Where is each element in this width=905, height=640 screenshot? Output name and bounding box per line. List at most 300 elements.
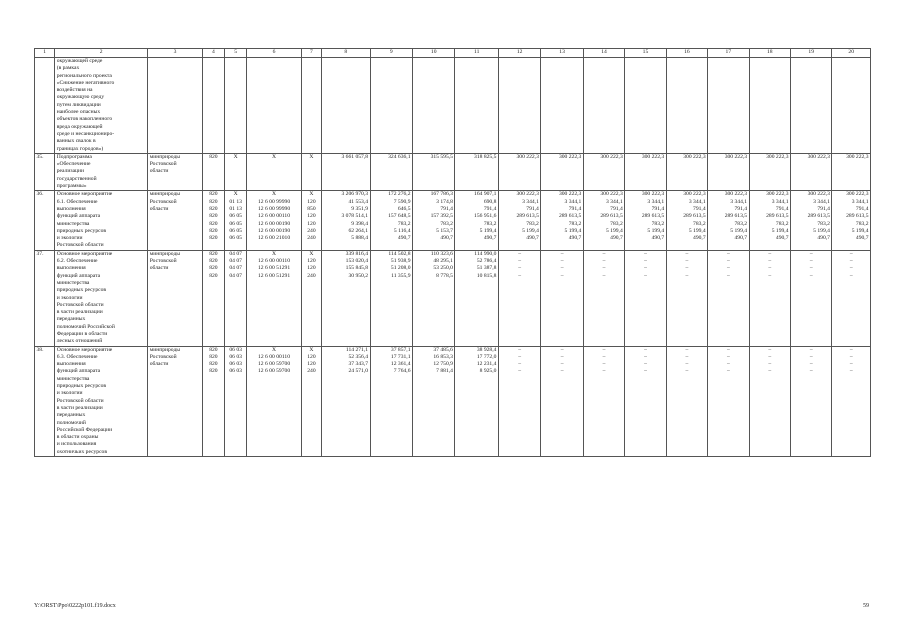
value-cell xyxy=(225,191,247,250)
value-cell xyxy=(322,153,371,190)
value: 06 03 xyxy=(229,353,242,360)
name-line: переданных xyxy=(56,316,86,323)
value-cell xyxy=(322,191,371,250)
empty-cell xyxy=(148,58,203,154)
value: Х xyxy=(272,346,277,353)
value: 120 xyxy=(307,361,316,368)
value: 300 222,3 xyxy=(516,153,539,160)
value-cell xyxy=(498,153,540,190)
empty-cell xyxy=(583,58,624,154)
name-line: 6.2. Обеспечение xyxy=(56,258,98,265)
empty-cell xyxy=(666,58,707,154)
value: 289 613,5 xyxy=(683,213,706,220)
value-cell xyxy=(791,250,832,346)
value: 783,2 xyxy=(440,220,453,227)
value: – xyxy=(602,272,606,279)
value: – xyxy=(726,346,730,353)
value-cell xyxy=(832,191,871,250)
value: 300 222,3 xyxy=(724,153,748,160)
value: 820 xyxy=(209,250,218,257)
value-cell xyxy=(455,346,498,456)
value: 06 03 xyxy=(229,361,242,368)
value: 24 571,0 xyxy=(348,368,369,375)
name-line: министерства xyxy=(56,220,90,227)
name-line: функций аппарата xyxy=(56,272,101,279)
executor-line: минприроды xyxy=(149,153,181,160)
value: 3 344,1 xyxy=(647,198,665,205)
value: 17 731,1 xyxy=(390,353,411,360)
value: – xyxy=(560,272,564,279)
value: 791,4 xyxy=(775,205,789,212)
value: – xyxy=(726,258,730,265)
executor-line: Ростовской xyxy=(149,198,177,205)
executor-cell xyxy=(148,250,203,346)
value: 791,4 xyxy=(651,205,665,212)
value-cell xyxy=(832,346,871,456)
row-name-cell xyxy=(55,58,148,154)
value: 289 613,5 xyxy=(807,213,830,220)
value: Х xyxy=(272,153,277,160)
value: 783,2 xyxy=(397,220,411,227)
name-line: и экологии xyxy=(56,235,83,242)
value: 52 786,4 xyxy=(476,258,497,265)
value: 289 613,5 xyxy=(641,213,665,220)
value: 3 344,1 xyxy=(851,198,869,205)
value: 240 xyxy=(307,368,316,375)
value: 11 355,9 xyxy=(391,272,411,279)
value: 300 222,3 xyxy=(683,191,706,198)
executor-line: минприроды xyxy=(149,250,181,257)
header-row xyxy=(35,49,871,58)
value: 164 907,1 xyxy=(474,191,497,198)
value: 16 853,3 xyxy=(433,353,453,360)
table-row xyxy=(35,191,871,250)
value: 300 222,3 xyxy=(600,153,623,160)
value-cell xyxy=(666,346,707,456)
value: – xyxy=(560,368,564,375)
executor-line: области xyxy=(149,361,169,368)
value-cell xyxy=(583,191,624,250)
name-line: лесных отношений xyxy=(56,338,103,345)
empty-cell xyxy=(322,58,371,154)
value-cell xyxy=(202,250,224,346)
value-cell xyxy=(541,191,583,250)
value: 10 815,8 xyxy=(476,272,497,279)
value: – xyxy=(768,353,772,360)
value-cell xyxy=(749,191,790,250)
value: – xyxy=(518,258,522,265)
value: – xyxy=(644,368,647,375)
value: – xyxy=(518,250,522,257)
value: – xyxy=(685,361,689,368)
value: 820 xyxy=(209,368,218,375)
value: 06 05 xyxy=(229,227,242,234)
value: 240 xyxy=(307,227,316,234)
name-line: программы» xyxy=(56,183,87,190)
value-cell xyxy=(541,346,583,456)
executor-line: области xyxy=(149,265,169,272)
value: – xyxy=(768,361,772,368)
value-cell xyxy=(625,346,666,456)
value: Х xyxy=(309,250,314,257)
value: – xyxy=(768,258,772,265)
value: – xyxy=(809,265,813,272)
value: – xyxy=(644,361,647,368)
value-cell xyxy=(625,153,666,190)
empty-cell xyxy=(455,58,498,154)
value: 300 222,3 xyxy=(724,191,748,198)
row-number-cell xyxy=(35,191,55,250)
value: 12 231,4 xyxy=(476,361,497,368)
table-row-continuation xyxy=(35,58,871,154)
value: – xyxy=(518,265,522,272)
value-cell xyxy=(202,153,224,190)
value: 820 xyxy=(209,346,218,353)
executor-line: Ростовской xyxy=(149,161,177,168)
value: – xyxy=(849,258,853,265)
value: – xyxy=(726,272,730,279)
name-line: выполнения xyxy=(56,265,86,272)
value: 12 6 00 00110 xyxy=(258,353,291,360)
value: 783,2 xyxy=(483,220,497,227)
value: 820 xyxy=(209,353,218,360)
name-line: Федерации в области xyxy=(56,330,108,337)
value: 820 xyxy=(209,198,218,205)
value: 120 xyxy=(307,265,316,272)
value: – xyxy=(849,361,853,368)
value: – xyxy=(768,272,772,279)
value: – xyxy=(602,361,606,368)
value-cell xyxy=(322,346,371,456)
value: 12 6 00 00190 xyxy=(257,227,291,234)
value: Х xyxy=(272,250,277,257)
value: – xyxy=(602,353,606,360)
value-cell xyxy=(832,153,871,190)
value-cell xyxy=(413,191,455,250)
value: – xyxy=(726,265,730,272)
value-cell xyxy=(370,153,412,190)
value: 120 xyxy=(307,198,316,205)
name-line: границах городов») xyxy=(56,145,104,152)
column-number-header: 14 xyxy=(583,49,624,58)
row-number-cell xyxy=(35,346,55,456)
value-cell xyxy=(370,191,412,250)
value: 3 344,1 xyxy=(605,198,623,205)
value-cell xyxy=(301,191,321,250)
value: 12 6 00 00190 xyxy=(257,220,291,227)
value: 172 276,2 xyxy=(388,191,411,198)
value: 114 502,8 xyxy=(388,250,411,257)
value: 315 595,5 xyxy=(430,153,453,160)
executor-line: Ростовской xyxy=(149,258,177,265)
column-number-header: 20 xyxy=(832,49,871,58)
value: – xyxy=(602,265,606,272)
name-line: Ростовской области xyxy=(56,301,104,308)
column-number-header: 13 xyxy=(541,49,583,58)
value: 157 392,5 xyxy=(430,213,453,220)
value: 38 928,4 xyxy=(476,346,497,353)
name-line: государственной xyxy=(56,175,97,182)
value: 51 938,9 xyxy=(390,258,411,265)
name-line: (в рамках xyxy=(56,65,80,72)
value-cell xyxy=(202,346,224,456)
value: 3 078 514,1 xyxy=(341,213,369,220)
value: 12 6 00 99990 xyxy=(257,205,291,212)
name-line: выполнения xyxy=(56,361,86,368)
value: 300 222,3 xyxy=(766,153,789,160)
value: 820 xyxy=(209,265,218,272)
column-number-header: 8 xyxy=(322,49,371,58)
value: 114 990,0 xyxy=(474,250,497,257)
value-cell xyxy=(498,191,540,250)
name-line: окружающей среде xyxy=(56,58,103,64)
value: 7 590,9 xyxy=(393,198,411,205)
value: 120 xyxy=(307,220,316,227)
name-line: полномочий xyxy=(56,419,86,426)
column-number-header: 15 xyxy=(625,49,666,58)
name-line: функций аппарата xyxy=(56,368,101,375)
value: 783,2 xyxy=(775,220,789,227)
value-cell xyxy=(749,153,790,190)
value: 289 613,5 xyxy=(558,213,582,220)
value: 3 344,1 xyxy=(730,198,748,205)
value: 5 199,4 xyxy=(771,227,789,234)
value: Х xyxy=(272,191,277,198)
value: – xyxy=(726,353,730,360)
value: 791,4 xyxy=(693,205,706,212)
name-line: Ростовской области xyxy=(56,397,104,404)
value: Х xyxy=(309,346,314,353)
value: – xyxy=(518,353,522,360)
name-line: и экологии xyxy=(56,294,83,301)
value-cell xyxy=(301,250,321,346)
name-line: функций аппарата xyxy=(56,213,101,220)
value: 12 6 00 51291 xyxy=(257,265,291,272)
row-number: 37. xyxy=(36,250,44,257)
name-line: Основное мероприятие xyxy=(56,191,113,198)
value: 490,7 xyxy=(734,235,748,242)
executor-line: области xyxy=(149,168,169,175)
value-cell xyxy=(498,346,540,456)
value: 490,7 xyxy=(693,235,706,242)
value: – xyxy=(560,258,564,265)
empty-cell xyxy=(832,58,871,154)
value: 157 648,5 xyxy=(388,213,411,220)
value: 300 222,3 xyxy=(766,191,789,198)
name-line: 6.3. Обеспечение xyxy=(56,353,98,360)
value: 289 613,5 xyxy=(766,213,789,220)
value: 5 199,4 xyxy=(564,227,582,234)
column-number-header: 12 xyxy=(498,49,540,58)
value: 783,2 xyxy=(610,220,623,227)
value: 820 xyxy=(209,191,218,198)
value: 791,4 xyxy=(855,205,869,212)
value: 37 343,7 xyxy=(348,361,369,368)
value: – xyxy=(726,250,730,257)
value-cell xyxy=(541,250,583,346)
value: 490,7 xyxy=(440,235,453,242)
value-cell xyxy=(413,250,455,346)
value: 318 825,5 xyxy=(474,153,497,160)
value: 3 344,1 xyxy=(813,198,830,205)
value-cell xyxy=(370,346,412,456)
name-line: в части реализации xyxy=(56,309,103,316)
value: – xyxy=(849,346,853,353)
empty-cell xyxy=(541,58,583,154)
name-line: регионального проекта xyxy=(56,72,112,79)
value: – xyxy=(602,258,606,265)
value: 12 750,9 xyxy=(433,361,453,368)
value-cell xyxy=(225,153,247,190)
value: 490,7 xyxy=(397,235,411,242)
name-line: полномочий Российской xyxy=(56,323,115,330)
value: – xyxy=(602,250,606,257)
value: 783,2 xyxy=(526,220,539,227)
value: 17 772,0 xyxy=(476,353,497,360)
empty-cell xyxy=(413,58,455,154)
value: 12 361,4 xyxy=(390,361,411,368)
value: 41 553,4 xyxy=(348,198,369,205)
value: 5 199,4 xyxy=(813,227,830,234)
executor-line: минприроды xyxy=(149,346,181,353)
value: 300 222,3 xyxy=(558,153,582,160)
value: 7 881,4 xyxy=(436,368,453,375)
value: – xyxy=(768,250,772,257)
value: 3 661 057,8 xyxy=(341,153,369,160)
name-line: переданных xyxy=(56,412,86,419)
name-line: в части реализации xyxy=(56,404,103,411)
value: – xyxy=(518,346,522,353)
column-number-header: 17 xyxy=(708,49,749,58)
empty-cell xyxy=(202,58,224,154)
empty-cell xyxy=(498,58,540,154)
value: 690,8 xyxy=(483,198,497,205)
row-name-cell xyxy=(55,346,148,456)
row-number: 35. xyxy=(36,153,44,160)
value: 300 222,3 xyxy=(683,153,706,160)
value: 5 199,4 xyxy=(605,227,623,234)
value: 110 323,6 xyxy=(430,250,453,257)
value: 12 6 00 51291 xyxy=(257,272,291,279)
value-cell xyxy=(666,250,707,346)
column-number-header: 1 xyxy=(35,49,55,58)
value: 3 174,8 xyxy=(436,198,453,205)
value: – xyxy=(560,346,564,353)
value: 62 264,1 xyxy=(348,227,369,234)
value: 120 xyxy=(307,353,316,360)
value: 53 250,0 xyxy=(433,265,453,272)
row-number: 36. xyxy=(36,191,44,198)
table-row xyxy=(35,250,871,346)
value: 06 03 xyxy=(229,346,242,353)
value-cell xyxy=(413,153,455,190)
value: 06 05 xyxy=(229,213,242,220)
value-cell xyxy=(708,191,749,250)
value: 3 206 970,3 xyxy=(341,191,369,198)
value: 289 613,5 xyxy=(846,213,869,220)
value: 167 786,3 xyxy=(430,191,453,198)
value-cell xyxy=(247,153,302,190)
budget-table xyxy=(34,48,871,457)
value-cell xyxy=(749,250,790,346)
value: – xyxy=(644,258,647,265)
value: 820 xyxy=(209,153,218,160)
row-number-cell xyxy=(35,153,55,190)
empty-cell xyxy=(708,58,749,154)
value: 791,4 xyxy=(526,205,539,212)
value: 37 485,6 xyxy=(433,346,453,353)
value: – xyxy=(518,368,522,375)
value-cell xyxy=(583,153,624,190)
value: 12 6 00 21010 xyxy=(257,235,291,242)
name-line: Основное мероприятие xyxy=(56,346,113,353)
value: – xyxy=(518,272,522,279)
name-line: окружающую среду xyxy=(56,94,105,101)
value: 820 xyxy=(209,227,218,234)
value-cell xyxy=(370,250,412,346)
name-line: природных ресурсов xyxy=(56,287,107,294)
value-cell xyxy=(625,250,666,346)
value-cell xyxy=(583,250,624,346)
value: – xyxy=(560,353,564,360)
row-number: 38. xyxy=(36,346,44,353)
name-line: в области охраны xyxy=(56,434,99,441)
value: – xyxy=(849,265,853,272)
value: 3 344,1 xyxy=(564,198,582,205)
value: 300 222,3 xyxy=(641,153,665,160)
value: – xyxy=(685,272,689,279)
value: 8 778,5 xyxy=(436,272,453,279)
value: 783,2 xyxy=(734,220,748,227)
value: 240 xyxy=(307,272,316,279)
page-number: 59 xyxy=(863,603,869,609)
value: 300 222,3 xyxy=(846,153,869,160)
value: 30 950,2 xyxy=(348,272,369,279)
value-cell xyxy=(322,250,371,346)
value: 01 13 xyxy=(229,205,242,212)
value: – xyxy=(644,353,647,360)
value-cell xyxy=(301,153,321,190)
value-cell xyxy=(625,191,666,250)
value: – xyxy=(809,258,813,265)
value: – xyxy=(809,272,813,279)
empty-cell xyxy=(247,58,302,154)
name-line: Ростовской области xyxy=(56,242,104,249)
value-cell xyxy=(225,250,247,346)
name-line: 6.1. Обеспечение xyxy=(56,198,98,205)
table-body xyxy=(35,49,871,457)
value: 791,4 xyxy=(817,205,830,212)
value: Х xyxy=(309,191,314,198)
value: – xyxy=(726,368,730,375)
value: – xyxy=(849,353,853,360)
value: – xyxy=(644,272,647,279)
value-cell xyxy=(413,346,455,456)
name-line: природных ресурсов xyxy=(56,227,107,234)
name-line: реализации xyxy=(56,168,85,175)
name-line: путем ликвидации xyxy=(56,101,101,108)
value: 646,5 xyxy=(397,205,411,212)
column-number-header: 7 xyxy=(301,49,321,58)
name-line: ванных свалок в xyxy=(56,138,96,145)
value: – xyxy=(518,361,522,368)
value: – xyxy=(602,346,606,353)
name-line: объектов накопленного xyxy=(56,116,113,123)
value: 820 xyxy=(209,220,218,227)
name-line: вреда окружающей xyxy=(56,123,103,130)
name-line: «Обеспечение xyxy=(56,161,91,168)
executor-line: Ростовской xyxy=(149,353,177,360)
